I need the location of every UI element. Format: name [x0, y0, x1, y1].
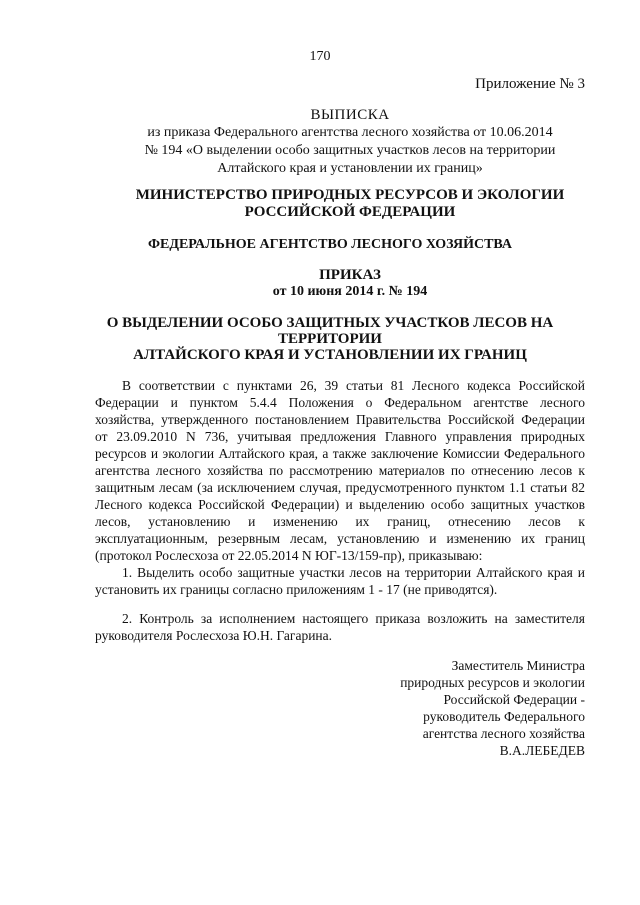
signature-line: Российской Федерации - — [443, 692, 585, 707]
body-line: лесов, установлению и изменению их границ, отнесению лесов к — [95, 514, 585, 529]
agency-name: ФЕДЕРАЛЬНОЕ АГЕНТСТВО ЛЕСНОГО ХОЗЯЙСТВА — [147, 237, 513, 252]
subject-line: ТЕРРИТОРИИ — [278, 331, 382, 347]
body-line: Лесного кодекса Российской Федерации) и выделению особо защитных участков — [95, 497, 585, 512]
body-line: хозяйства, утвержденного постановлением Правительства Российской Федерации — [95, 412, 585, 427]
extract-line: Алтайского края и установлении их границ» — [217, 161, 483, 176]
signature-line: руководитель Федерального — [423, 709, 585, 724]
body-line: от 23.09.2010 N 736, учитывая предложения Главного управления природных — [95, 429, 585, 444]
signature-line: агентства лесного хозяйства — [422, 726, 585, 741]
item2-line: руководителя Рослесхоза Ю.Н. Гагарина. — [95, 628, 333, 643]
appendix-label: Приложение № 3 — [475, 76, 585, 92]
ministry-line: МИНИСТЕРСТВО ПРИРОДНЫХ РЕСУРСОВ И ЭКОЛОГИИ — [135, 187, 565, 203]
body-line: В соответствии с пунктами 26, 39 статьи 81 Лесного кодекса Российской — [122, 378, 585, 393]
body-line: защитным лесам (за исключением случая, предусмотренного пунктом 1.1 статьи 82 — [95, 480, 585, 495]
signer-name: В.А.ЛЕБЕДЕВ — [499, 743, 585, 758]
extract-title: ВЫПИСКА — [310, 107, 390, 123]
order-date: от 10 июня 2014 г. № 194 — [272, 284, 428, 299]
body-line: Федерации и пунктом 5.4.4 Положения о Федеральном агентстве лесного — [95, 395, 585, 410]
signature-line: Заместитель Министра — [451, 658, 585, 673]
signature-line: природных ресурсов и экологии — [400, 675, 585, 690]
body-line: (протокол Рослесхоза от 22.05.2014 N ЮГ-13/159-пр), приказываю: — [95, 548, 483, 563]
item1-line: 1. Выделить особо защитные участки лесов на территории Алтайского края и — [122, 565, 585, 580]
item2-line: 2. Контроль за исполнением настоящего приказа возложить на заместителя — [122, 611, 585, 626]
body-line: ресурсов и экологии Алтайского края, а также заключение Комиссии Федерального — [95, 446, 585, 461]
extract-line: из приказа Федерального агентства лесного хозяйства от 10.06.2014 — [147, 125, 553, 140]
page-number: 170 — [309, 49, 331, 64]
order-title: ПРИКАЗ — [319, 267, 381, 283]
body-line: агентства лесного хозяйства по рассмотрению материалов по отнесению лесов к — [95, 463, 585, 478]
item1-line: установить их границы согласно приложениям 1 - 17 (не приводятся). — [95, 582, 498, 597]
extract-line: № 194 «О выделении особо защитных участков лесов на территории — [144, 143, 556, 158]
subject-line: АЛТАЙСКОГО КРАЯ И УСТАНОВЛЕНИИ ИХ ГРАНИЦ — [133, 347, 527, 363]
subject-line: О ВЫДЕЛЕНИИ ОСОБО ЗАЩИТНЫХ УЧАСТКОВ ЛЕСОВ НА — [106, 315, 554, 331]
body-line: эксплуатационным, резервным лесам, установлению и изменению их границ — [95, 531, 585, 546]
ministry-line: РОССИЙСКОЙ ФЕДЕРАЦИИ — [244, 204, 456, 220]
